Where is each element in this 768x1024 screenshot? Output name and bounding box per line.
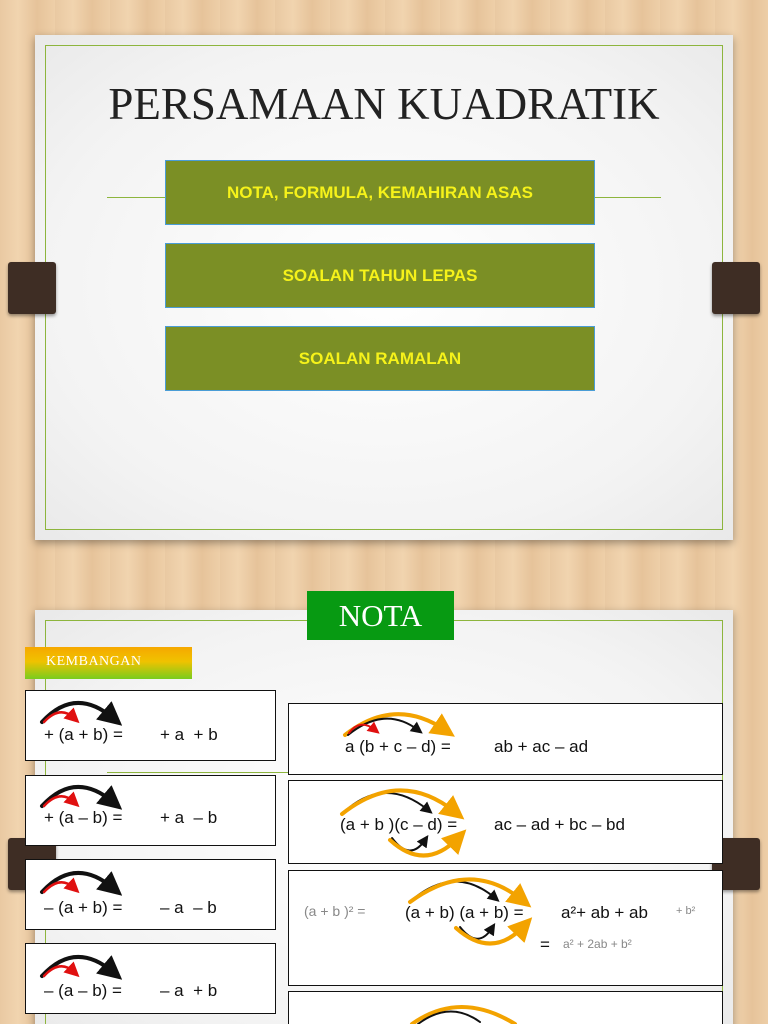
soalan-tahun-lepas-button[interactable]: SOALAN TAHUN LEPAS [165,243,595,308]
expression-tail: + b² [676,905,696,917]
expression-lhs: – (a – b) = [44,981,122,1000]
soalan-ramalan-button[interactable]: SOALAN RAMALAN [165,326,595,391]
expression-lhs: – (a + b) = [44,898,123,917]
expression-rhs: ab + ac – ad [494,737,589,756]
expression-rhs: a²+ ab + ab [561,903,648,922]
expression-lhs: + (a + b) = [44,725,123,744]
expression-lhs: (a + b) (a + b) = [405,903,524,922]
expression-lhs: + (a – b) = [44,808,123,827]
expression-rhs: + a + b [160,725,218,744]
expression-lhs: (a + b )(c – d) = [340,815,458,834]
expression-prefix: (a + b )² = [304,903,366,919]
equals-sign: = [540,935,550,954]
expression-rhs: – a + b [160,981,218,1000]
slide-title: PERSAMAAN KUADRATIK [108,83,660,129]
nota-heading: NOTA [307,591,454,640]
kembangan-label: KEMBANGAN [25,647,192,679]
expression-rhs: + a – b [160,808,218,827]
nota-formula-button[interactable]: NOTA, FORMULA, KEMAHIRAN ASAS [165,160,595,225]
expression-lhs: a (b + c – d) = [345,737,451,756]
expression-rhs: – a – b [160,898,217,917]
expression-rhs: ac – ad + bc – bd [494,815,625,834]
expression-result: a² + 2ab + b² [563,937,632,951]
